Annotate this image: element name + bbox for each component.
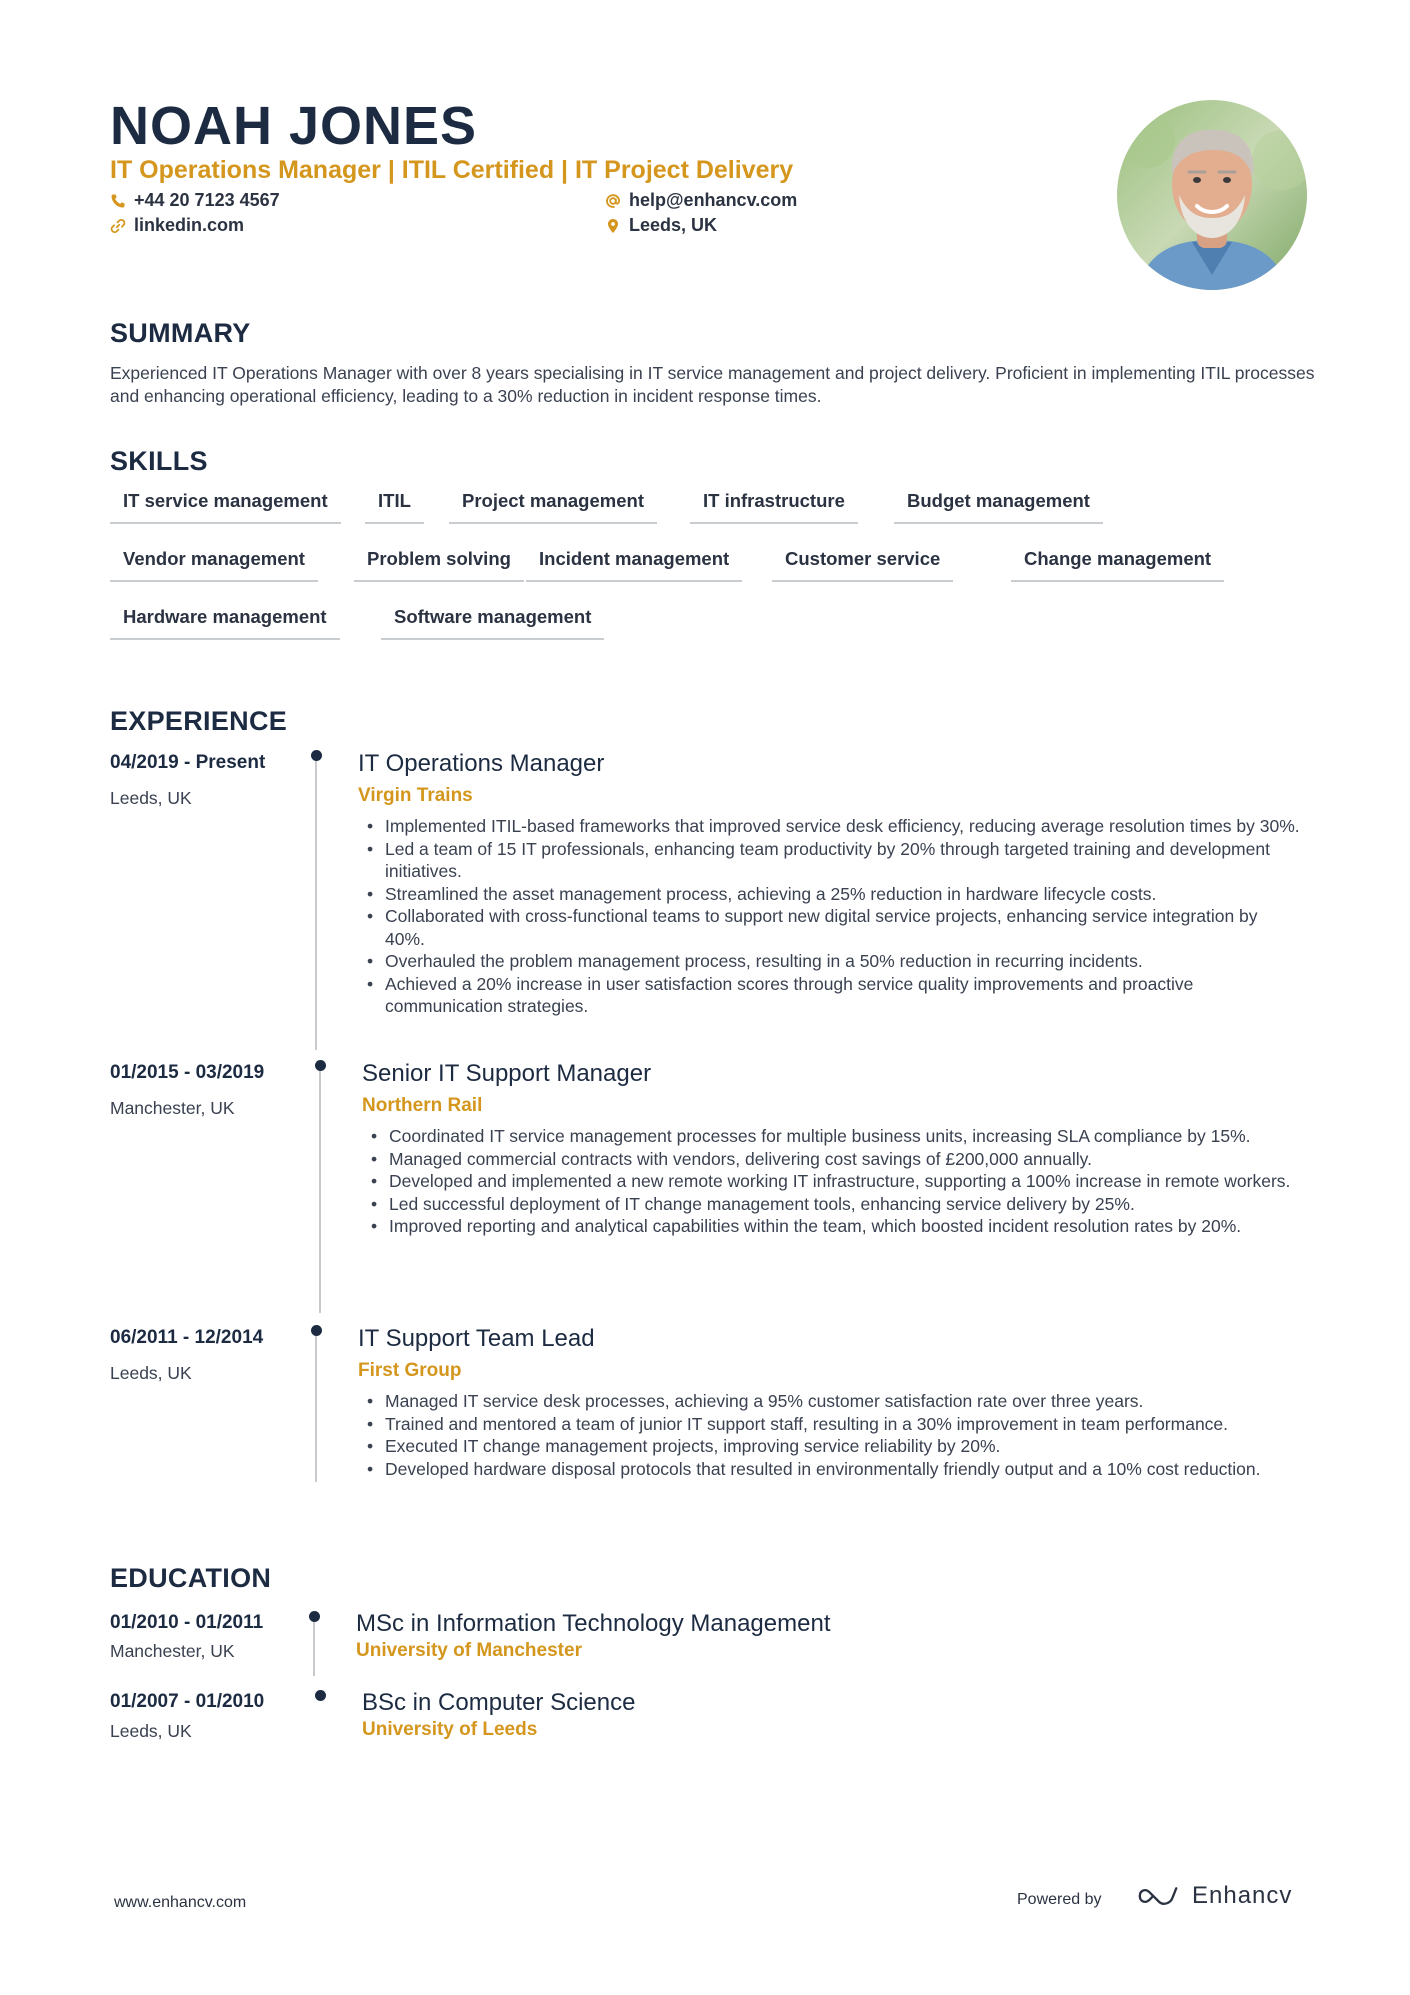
profile-photo	[1117, 100, 1307, 290]
brand-name: Enhancv	[1192, 1882, 1293, 1909]
contact-email-text: help@enhancv.com	[629, 190, 798, 210]
list-item: • Achieved a 20% increase in user satisfaction scores through service quality improvements and proactive communication strategies.	[358, 973, 1300, 1018]
job-location: Leeds, UK	[110, 788, 192, 808]
education-dates: 01/2007 - 01/2010	[110, 1691, 265, 1712]
timeline-line	[313, 1616, 315, 1676]
timeline-line	[315, 756, 317, 1050]
job-company: First Group	[358, 1360, 462, 1381]
contact-phone	[110, 190, 280, 211]
timeline-dot	[311, 1325, 322, 1336]
job-dates: 04/2019 - Present	[110, 752, 266, 773]
skill-tag: Project management	[449, 490, 657, 524]
skill-tag: Budget management	[894, 490, 1103, 524]
job-location: Leeds, UK	[110, 1363, 192, 1383]
job-achievements	[358, 815, 1300, 1018]
link-icon	[110, 218, 126, 234]
education-dates: 01/2010 - 01/2011	[110, 1612, 264, 1633]
education-section-title: EDUCATION	[110, 1563, 272, 1593]
skill-tag: Change management	[1011, 548, 1224, 582]
skill-tag: IT service management	[110, 490, 341, 524]
brand-logo[interactable]	[1136, 1882, 1292, 1910]
list-item: • Managed commercial contracts with vendors, delivering cost savings of £200,000 annually.	[362, 1148, 1302, 1171]
location-pin-icon	[605, 218, 621, 234]
at-icon	[605, 193, 621, 209]
job-title: IT Operations Manager	[358, 750, 605, 777]
candidate-headline: IT Operations Manager | ITIL Certified | IT Project Delivery	[110, 156, 794, 184]
list-item: • Led successful deployment of IT change management tools, enhancing service delivery by 25%.	[362, 1193, 1302, 1216]
contact-linkedin[interactable]	[110, 215, 244, 236]
job-company: Northern Rail	[362, 1095, 483, 1116]
list-item: • Led a team of 15 IT professionals, enhancing team productivity by 20% through targeted training and development initiatives.	[358, 838, 1300, 883]
contact-email[interactable]	[605, 190, 797, 211]
list-item: • Managed IT service desk processes, achieving a 95% customer satisfaction rate over three years.	[358, 1390, 1300, 1413]
job-achievements	[362, 1125, 1302, 1238]
list-item: • Implemented ITIL-based frameworks that improved service desk efficiency, reducing average resolution times by 30%.	[358, 815, 1300, 838]
powered-by-label: Powered by	[1017, 1891, 1102, 1908]
skill-tag: ITIL	[365, 490, 424, 524]
job-title: IT Support Team Lead	[358, 1325, 595, 1352]
list-item: • Coordinated IT service management processes for multiple business units, increasing SLA compliance by 15%.	[362, 1125, 1302, 1148]
contact-linkedin-text: linkedin.com	[134, 215, 245, 235]
list-item: • Overhauled the problem management process, resulting in a 50% reduction in recurring incidents.	[358, 950, 1300, 973]
timeline-dot	[315, 1690, 326, 1701]
job-location: Manchester, UK	[110, 1098, 235, 1118]
job-dates: 06/2011 - 12/2014	[110, 1327, 264, 1348]
list-item: • Improved reporting and analytical capabilities within the team, which boosted incident resolution rates by 20%.	[362, 1215, 1302, 1238]
skill-tag: Incident management	[526, 548, 742, 582]
education-location: Leeds, UK	[110, 1721, 192, 1741]
job-dates: 01/2015 - 03/2019	[110, 1062, 265, 1083]
job-company: Virgin Trains	[358, 785, 473, 806]
candidate-name: NOAH JONES	[110, 96, 478, 156]
skill-tag: Software management	[381, 606, 604, 640]
list-item: • Executed IT change management projects, improving service reliability by 20%.	[358, 1435, 1300, 1458]
skill-tag: Vendor management	[110, 548, 318, 582]
skill-tag: Hardware management	[110, 606, 340, 640]
list-item: • Developed and implemented a new remote working IT infrastructure, supporting a 100% increase in remote workers.	[362, 1170, 1302, 1193]
job-achievements	[358, 1390, 1300, 1480]
education-school: University of Leeds	[362, 1719, 538, 1740]
skill-tag: IT infrastructure	[690, 490, 858, 524]
enhancv-logo-icon	[1136, 1884, 1182, 1908]
contact-phone-text: +44 20 7123 4567	[134, 190, 280, 210]
summary-section-title: SUMMARY	[110, 318, 251, 348]
job-title: Senior IT Support Manager	[362, 1060, 652, 1087]
contact-location-text: Leeds, UK	[629, 215, 718, 235]
education-location: Manchester, UK	[110, 1641, 235, 1661]
education-degree: MSc in Information Technology Management	[356, 1610, 831, 1637]
education-school: University of Manchester	[356, 1640, 582, 1661]
timeline-dot	[315, 1060, 326, 1071]
summary-text: Experienced IT Operations Manager with over 8 years specialising in IT service management and project delivery. Proficient in implementing ITIL processes and enhancing operational efficiency, leading to a 30% reduction in incident response times.	[110, 363, 1315, 406]
timeline-line	[319, 1065, 321, 1313]
experience-section-title: EXPERIENCE	[110, 706, 288, 736]
education-degree: BSc in Computer Science	[362, 1689, 636, 1716]
skills-section-title: SKILLS	[110, 446, 208, 476]
list-item: • Trained and mentored a team of junior IT support staff, resulting in a 30% improvement in team performance.	[358, 1413, 1300, 1436]
timeline-dot	[311, 750, 322, 761]
list-item: • Developed hardware disposal protocols that resulted in environmentally friendly output and a 10% cost reduction.	[358, 1458, 1300, 1481]
skill-tag: Problem solving	[354, 548, 524, 582]
footer-url[interactable]: www.enhancv.com	[114, 1894, 247, 1911]
timeline-line	[315, 1330, 317, 1482]
list-item: • Streamlined the asset management process, achieving a 25% reduction in hardware lifecycle costs.	[358, 883, 1300, 906]
phone-icon	[110, 193, 126, 209]
list-item: • Collaborated with cross-functional teams to support new digital service projects, enhancing service integration by 40%.	[358, 905, 1300, 950]
skill-tag: Customer service	[772, 548, 953, 582]
timeline-dot	[309, 1611, 320, 1622]
contact-location	[605, 215, 717, 236]
